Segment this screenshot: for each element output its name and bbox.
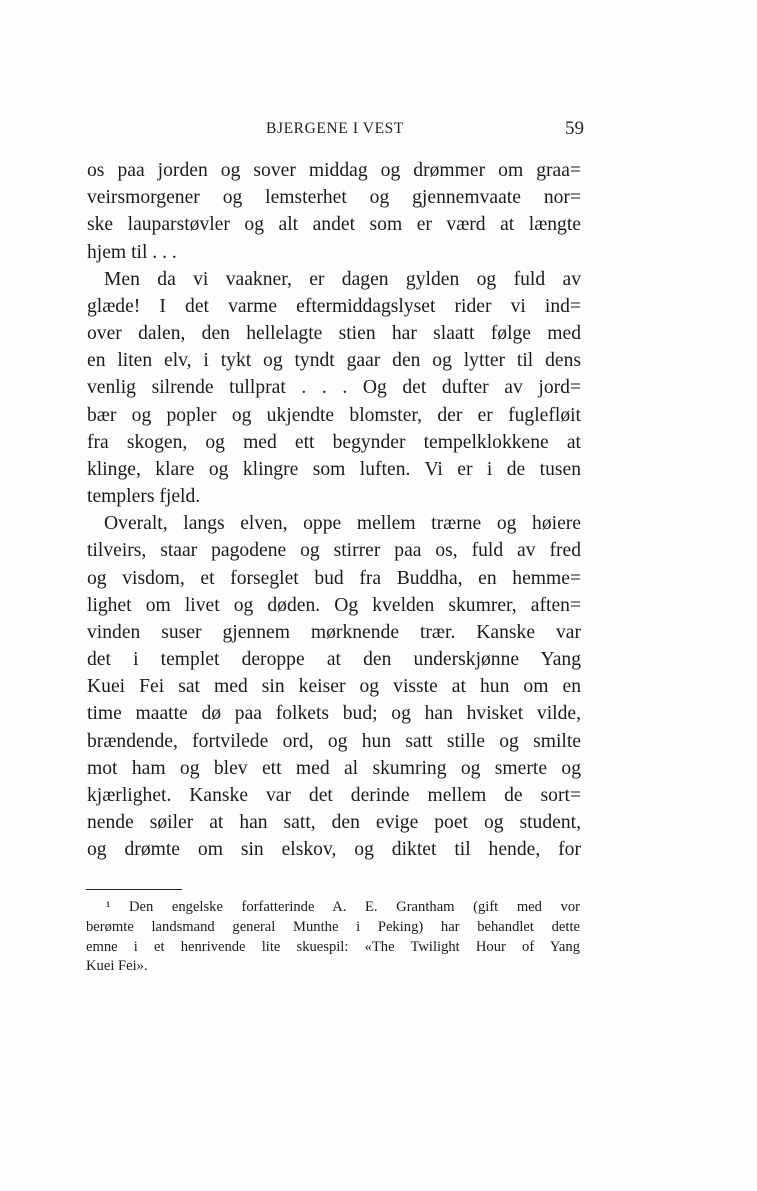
- text-line: Overalt, langs elven, oppe mellem trærne og høiere: [104, 513, 581, 535]
- footnote: [86, 898, 580, 977]
- text-line: brændende, fortvilede ord, og hun satt stille og smilte: [87, 730, 581, 752]
- text-line: nende søiler at han satt, den evige poet og student,: [87, 812, 581, 834]
- text-line: hjem til . . .: [87, 241, 177, 263]
- text-line: det i templet deroppe at den underskjønne Yang: [87, 649, 581, 671]
- footnote-line: berømte landsmand general Munthe i Peking) har behandlet dette: [86, 918, 580, 935]
- text-line: fra skogen, og med ett begynder tempelklokkene at: [87, 431, 581, 453]
- text-line: en liten elv, i tykt og tyndt gaar den og lytter til dens: [87, 350, 581, 372]
- text-line: time maatte dø paa folkets bud; og han hvisket vilde,: [87, 703, 581, 725]
- text-line: og visdom, et forseglet bud fra Buddha, en hemme=: [87, 567, 581, 589]
- footnote-line: Kuei Fei».: [86, 958, 148, 975]
- text-line: os paa jorden og sover middag og drømmer om graa=: [87, 160, 581, 181]
- text-line: og drømte om sin elskov, og diktet til hende, for: [87, 839, 581, 861]
- text-line: kjærlighet. Kanske var det derinde mellem de sort=: [87, 784, 581, 806]
- text-line: venlig silrende tullprat . . . Og det dufter av jord=: [87, 377, 581, 399]
- running-head: BJERGENE I VEST: [266, 120, 404, 137]
- text-line: vinden suser gjennem mørknende trær. Kanske var: [87, 621, 581, 643]
- text-line: glæde! I det varme eftermiddagslyset rider vi ind=: [87, 295, 581, 317]
- text-line: mot ham og blev ett med al skumring og smerte og: [87, 757, 581, 779]
- footnote-rule: [86, 889, 182, 890]
- text-line: over dalen, den hellelagte stien har slaatt følge med: [87, 323, 581, 345]
- text-line: ske lauparstøvler og alt andet som er værd at længte: [87, 214, 581, 236]
- text-line: Men da vi vaakner, er dagen gylden og fuld av: [104, 268, 581, 290]
- text-line: lighet om livet og døden. Og kvelden skumrer, aften=: [87, 594, 581, 616]
- text-line: veirsmorgener og lemsterhet og gjennemvaate nor=: [87, 187, 581, 209]
- text-line: tilveirs, staar pagodene og stirrer paa os, fuld av fred: [87, 540, 581, 562]
- text-line: bær og popler og ukjendte blomster, der er fuglefløit: [87, 404, 581, 426]
- footnote-line: ¹ Den engelske forfatterinde A. E. Grantham (gift med vor: [106, 899, 580, 915]
- page-header: [86, 118, 584, 142]
- text-line: templers fjeld.: [87, 486, 201, 508]
- body-text: [87, 157, 581, 863]
- text-line: klinge, klare og klingre som luften. Vi er i de tusen: [87, 458, 581, 480]
- page-number: 59: [565, 118, 584, 139]
- footnote-line: emne i et henrivende lite skuespil: «The Twilight Hour of Yang: [86, 938, 580, 955]
- text-line: Kuei Fei sat med sin keiser og visste at hun om en: [87, 676, 581, 698]
